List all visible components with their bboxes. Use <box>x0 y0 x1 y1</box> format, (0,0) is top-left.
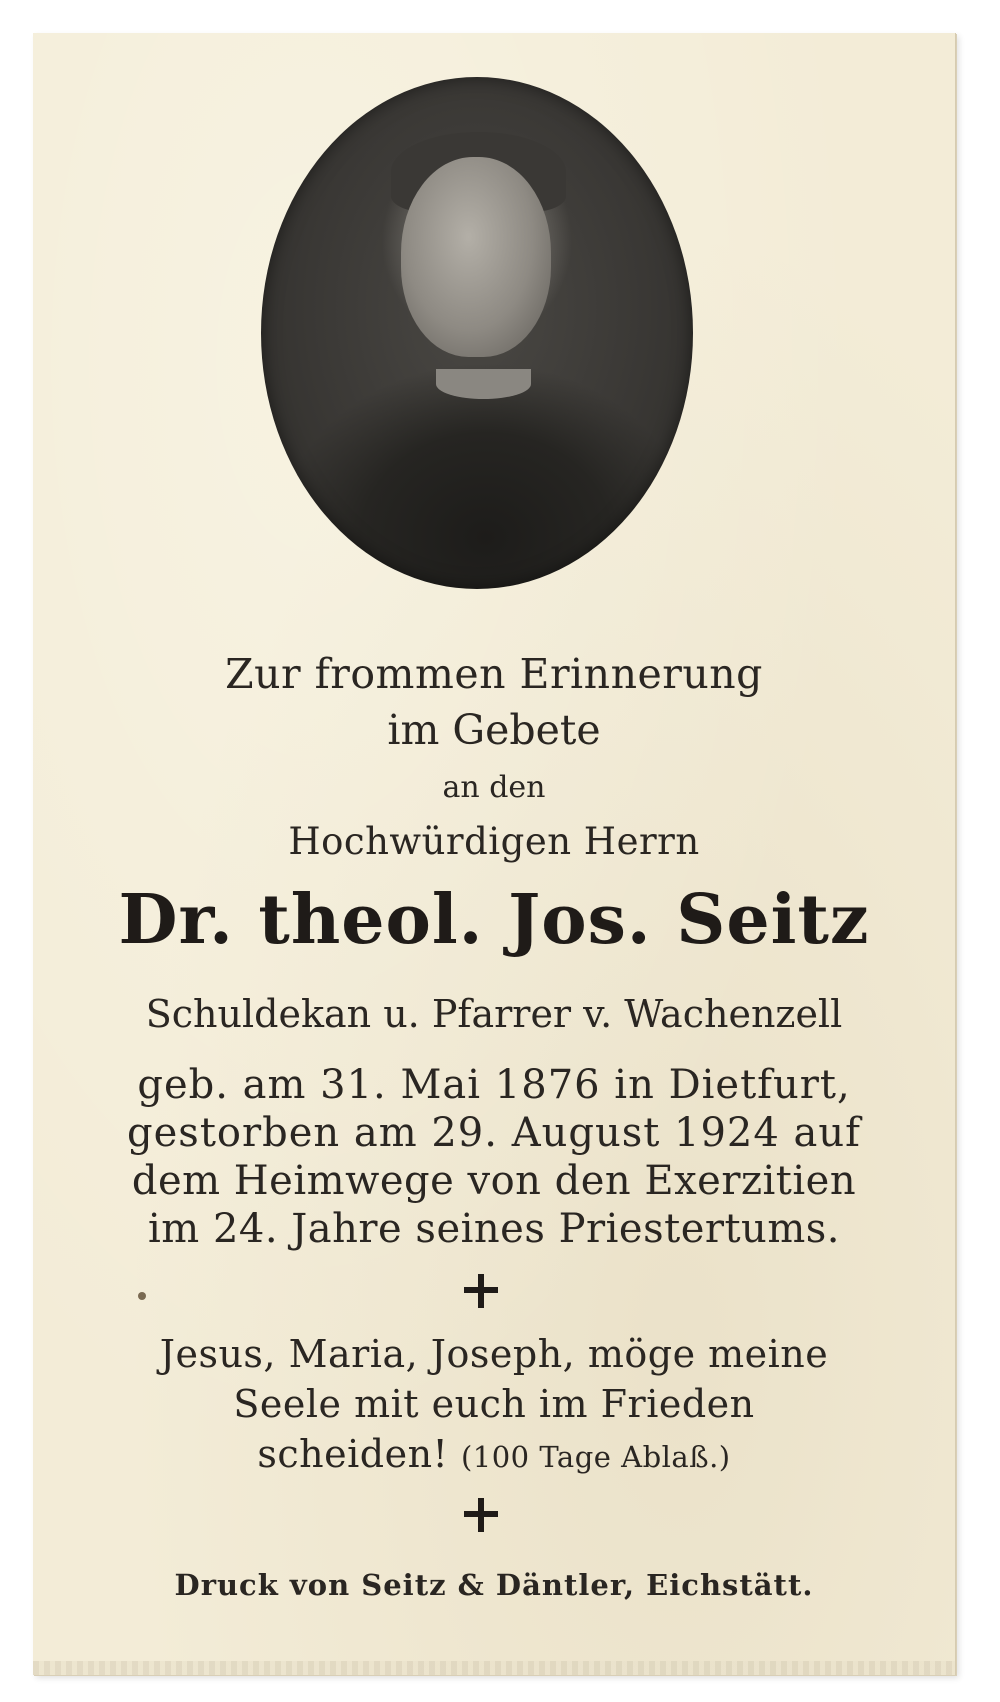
portrait-photo <box>261 77 693 589</box>
deceased-title: Schuldekan u. Pfarrer v. Wachenzell <box>145 992 843 1036</box>
deceased-name: Dr. theol. Jos. Seitz <box>118 880 870 960</box>
paper-speck <box>138 1292 146 1300</box>
bio-line-3: dem Heimwege von den Exerzitien <box>131 1158 857 1204</box>
prayer-line-2: Seele mit euch im Frieden <box>233 1382 755 1426</box>
prayer-line-3-text: scheiden! <box>257 1432 449 1476</box>
portrait-collar <box>436 369 531 399</box>
heading-line-4: Hochwürdigen Herrn <box>288 820 700 863</box>
portrait-face <box>401 157 551 357</box>
heading-line-3: an den <box>442 770 546 805</box>
bio-line-2: gestorben am 29. August 1924 auf <box>127 1110 861 1156</box>
cross-icon <box>464 1498 498 1532</box>
prayer-line-1: Jesus, Maria, Joseph, möge meine <box>159 1332 829 1376</box>
indulgence-note: (100 Tage Ablaß.) <box>460 1440 731 1474</box>
cross-icon <box>464 1274 498 1308</box>
bio-line-1: geb. am 31. Mai 1876 in Dietfurt, <box>137 1062 851 1108</box>
printer-credit: Druck von Seitz & Däntler, Eichstätt. <box>174 1568 814 1602</box>
heading-line-2: im Gebete <box>387 706 601 754</box>
bio-line-4: im 24. Jahre seines Priestertums. <box>148 1206 840 1252</box>
prayer-line-3 <box>33 1432 955 1476</box>
card-bottom-edge <box>33 1661 955 1675</box>
heading-line-1: Zur frommen Erinnerung <box>225 650 763 698</box>
